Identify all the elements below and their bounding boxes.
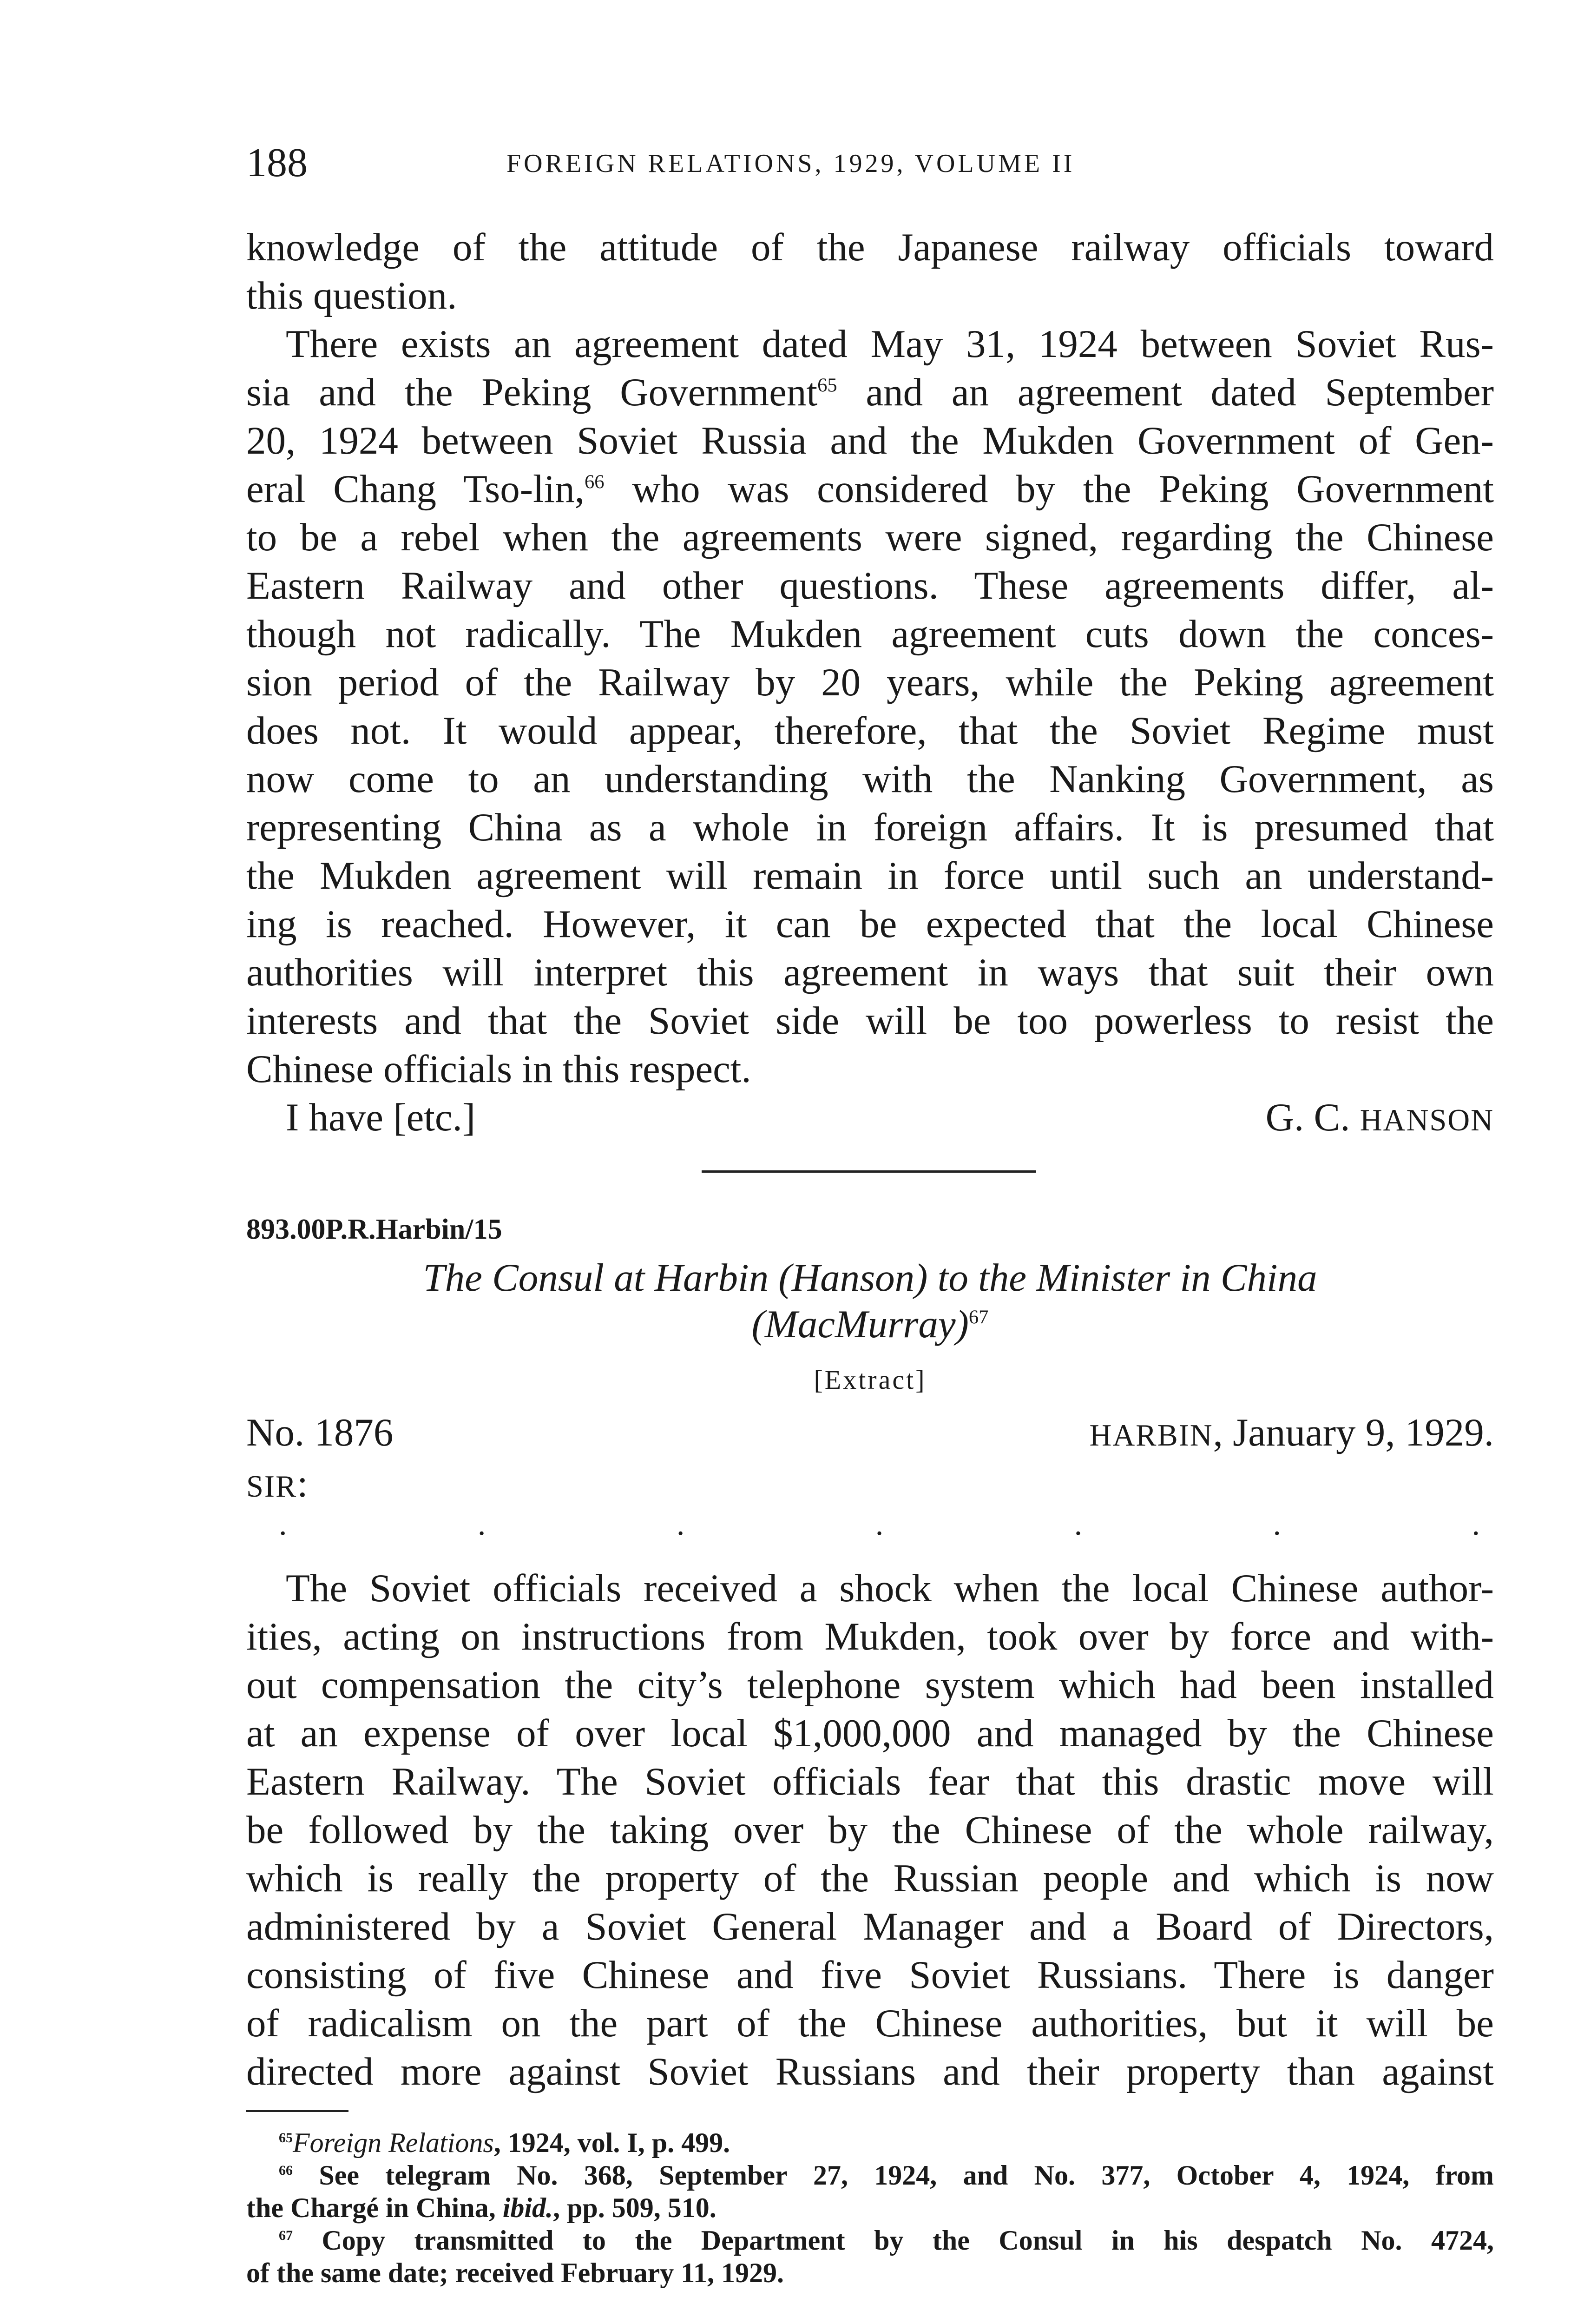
footnote-text: , pp. 509, 510. <box>553 2192 716 2223</box>
place-date <box>1090 1408 1494 1460</box>
footnote-number: 67 <box>279 2228 293 2243</box>
paragraph-line: Eastern Railway and other questions. These agreements differ, al- <box>246 564 1494 607</box>
footnote-67-cont: of the same date; received February 11, 1929. <box>246 2258 784 2288</box>
paragraph-line: administered by a Soviet General Manager and a Board of Directors, <box>246 1905 1494 1948</box>
paragraph-line <box>246 465 1494 513</box>
paragraph-line: ing is reached. However, it can be expected that the local Chinese <box>246 902 1494 946</box>
omission-dot: . <box>1273 1506 1282 1542</box>
paragraph-line: directed more against Soviet Russians and their property than against <box>246 2050 1494 2093</box>
paragraph-line: this question. <box>246 274 457 317</box>
omission-dots <box>246 1506 1494 1543</box>
footnote-66-cont <box>246 2192 1494 2224</box>
date: , January 9, 1929. <box>1213 1411 1494 1454</box>
paragraph-line: does not. It would appear, therefore, that the Soviet Regime must <box>246 709 1494 753</box>
signature-name: HANSON <box>1360 1103 1494 1137</box>
paragraph-line: out compensation the city’s telephone system which had been installed <box>246 1663 1494 1707</box>
paragraph-line: of radicalism on the part of the Chinese authorities, but it will be <box>246 2001 1494 2045</box>
text-run: sia and the Peking Government <box>246 370 818 414</box>
recipient-name: (MacMurray) <box>751 1302 969 1346</box>
signature <box>1266 1093 1494 1145</box>
footnote-text: Copy transmitted to the Department by the Consul in his despatch No. 4724, <box>293 2225 1494 2256</box>
paragraph-line: be followed by the taking over by the Chinese of the whole railway, <box>246 1808 1494 1852</box>
salutation-colon: : <box>297 1462 308 1505</box>
paragraph-line: to be a rebel when the agreements were signed, regarding the Chinese <box>246 515 1494 559</box>
text-run: and an agreement dated September <box>837 370 1494 414</box>
omission-dot: . <box>875 1506 884 1542</box>
section-divider <box>702 1170 1036 1173</box>
paragraph-line: sion period of the Railway by 20 years, while the Peking agreement <box>246 660 1494 704</box>
closing-line <box>246 1093 1494 1142</box>
signature-initials: G. C. <box>1265 1096 1360 1139</box>
paragraph-line: ities, acting on instructions from Mukden, took over by force and with- <box>246 1615 1494 1658</box>
paragraph-line: which is really the property of the Russian people and which is now <box>246 1856 1494 1900</box>
footnote-number: 66 <box>279 2163 293 2178</box>
footnote-ref: 65 <box>817 374 837 396</box>
paragraph-line: consisting of five Chinese and five Soviet Russians. There is danger <box>246 1953 1494 1997</box>
paragraph-line: at an expense of over local $1,000,000 and managed by the Chinese <box>246 1711 1494 1755</box>
text-run: eral Chang Tso-lin, <box>246 467 585 511</box>
footnote-text: the Chargé in China, <box>246 2192 503 2223</box>
document-page <box>246 0 1494 2324</box>
paragraph-line: authorities will interpret this agreement in ways that suit their own <box>246 951 1494 994</box>
omission-dot: . <box>1074 1506 1083 1542</box>
footnote-ref: 67 <box>968 1306 989 1328</box>
footnote-text: , 1924, vol. I, p. 499. <box>493 2127 730 2158</box>
running-title: FOREIGN RELATIONS, 1929, VOLUME II <box>506 149 1075 178</box>
paragraph-line: 20, 1924 between Soviet Russia and the Mukden Government of Gen- <box>246 419 1494 462</box>
omission-dot: . <box>279 1506 287 1542</box>
page-number: 188 <box>246 140 308 185</box>
paragraph-line: Chinese officials in this respect. <box>246 1047 751 1091</box>
footnote-65 <box>246 2126 1494 2159</box>
paragraph-line: though not radically. The Mukden agreement cuts down the conces- <box>246 612 1494 656</box>
omission-dot: . <box>477 1506 486 1542</box>
footnote-source-title: Foreign Relations <box>293 2127 494 2158</box>
footnote-number: 65 <box>279 2130 293 2146</box>
salutation <box>246 1459 1494 1511</box>
paragraph-line: now come to an understanding with the Nanking Government, as <box>246 757 1494 801</box>
paragraph-line: There exists an agreement dated May 31, 1924 between Soviet Rus- <box>286 322 1494 366</box>
paragraph-line: Eastern Railway. The Soviet officials fear that this drastic move will <box>246 1760 1494 1803</box>
file-number: 893.00P.R.Harbin/15 <box>246 1214 502 1245</box>
footnote-ibid: ibid. <box>502 2192 553 2223</box>
salutation-text: SIR <box>246 1470 297 1504</box>
omission-dot: . <box>676 1506 685 1542</box>
paragraph-line: interests and that the Soviet side will be too powerless to resist the <box>246 999 1494 1043</box>
paragraph-line: knowledge of the attitude of the Japanese railway officials toward <box>246 225 1494 269</box>
running-header <box>246 139 1494 191</box>
footnote-divider <box>246 2110 348 2112</box>
document-title-line: The Consul at Harbin (Hanson) to the Minister in China <box>423 1256 1317 1300</box>
omission-dot: . <box>1472 1506 1480 1542</box>
document-title-line <box>246 1301 1494 1347</box>
closing-text: I have [etc.] <box>286 1096 476 1139</box>
extract-note: [Extract] <box>814 1365 927 1395</box>
footnote-67 <box>246 2224 1494 2257</box>
despatch-number: No. 1876 <box>246 1411 394 1454</box>
footnote-66 <box>246 2159 1494 2192</box>
paragraph-line <box>246 368 1494 416</box>
paragraph-line: representing China as a whole in foreign affairs. It is presumed that <box>246 805 1494 849</box>
text-run: who was considered by the Peking Government <box>604 467 1494 511</box>
footnote-text: See telegram No. 368, September 27, 1924, and No. 377, October 4, 1924, from <box>293 2160 1494 2191</box>
footnote-ref: 66 <box>585 471 605 493</box>
paragraph-line: The Soviet officials received a shock when the local Chinese author- <box>286 1566 1494 1610</box>
dateline <box>246 1408 1494 1457</box>
paragraph-line: the Mukden agreement will remain in force until such an understand- <box>246 854 1494 898</box>
place: HARBIN <box>1089 1419 1213 1452</box>
